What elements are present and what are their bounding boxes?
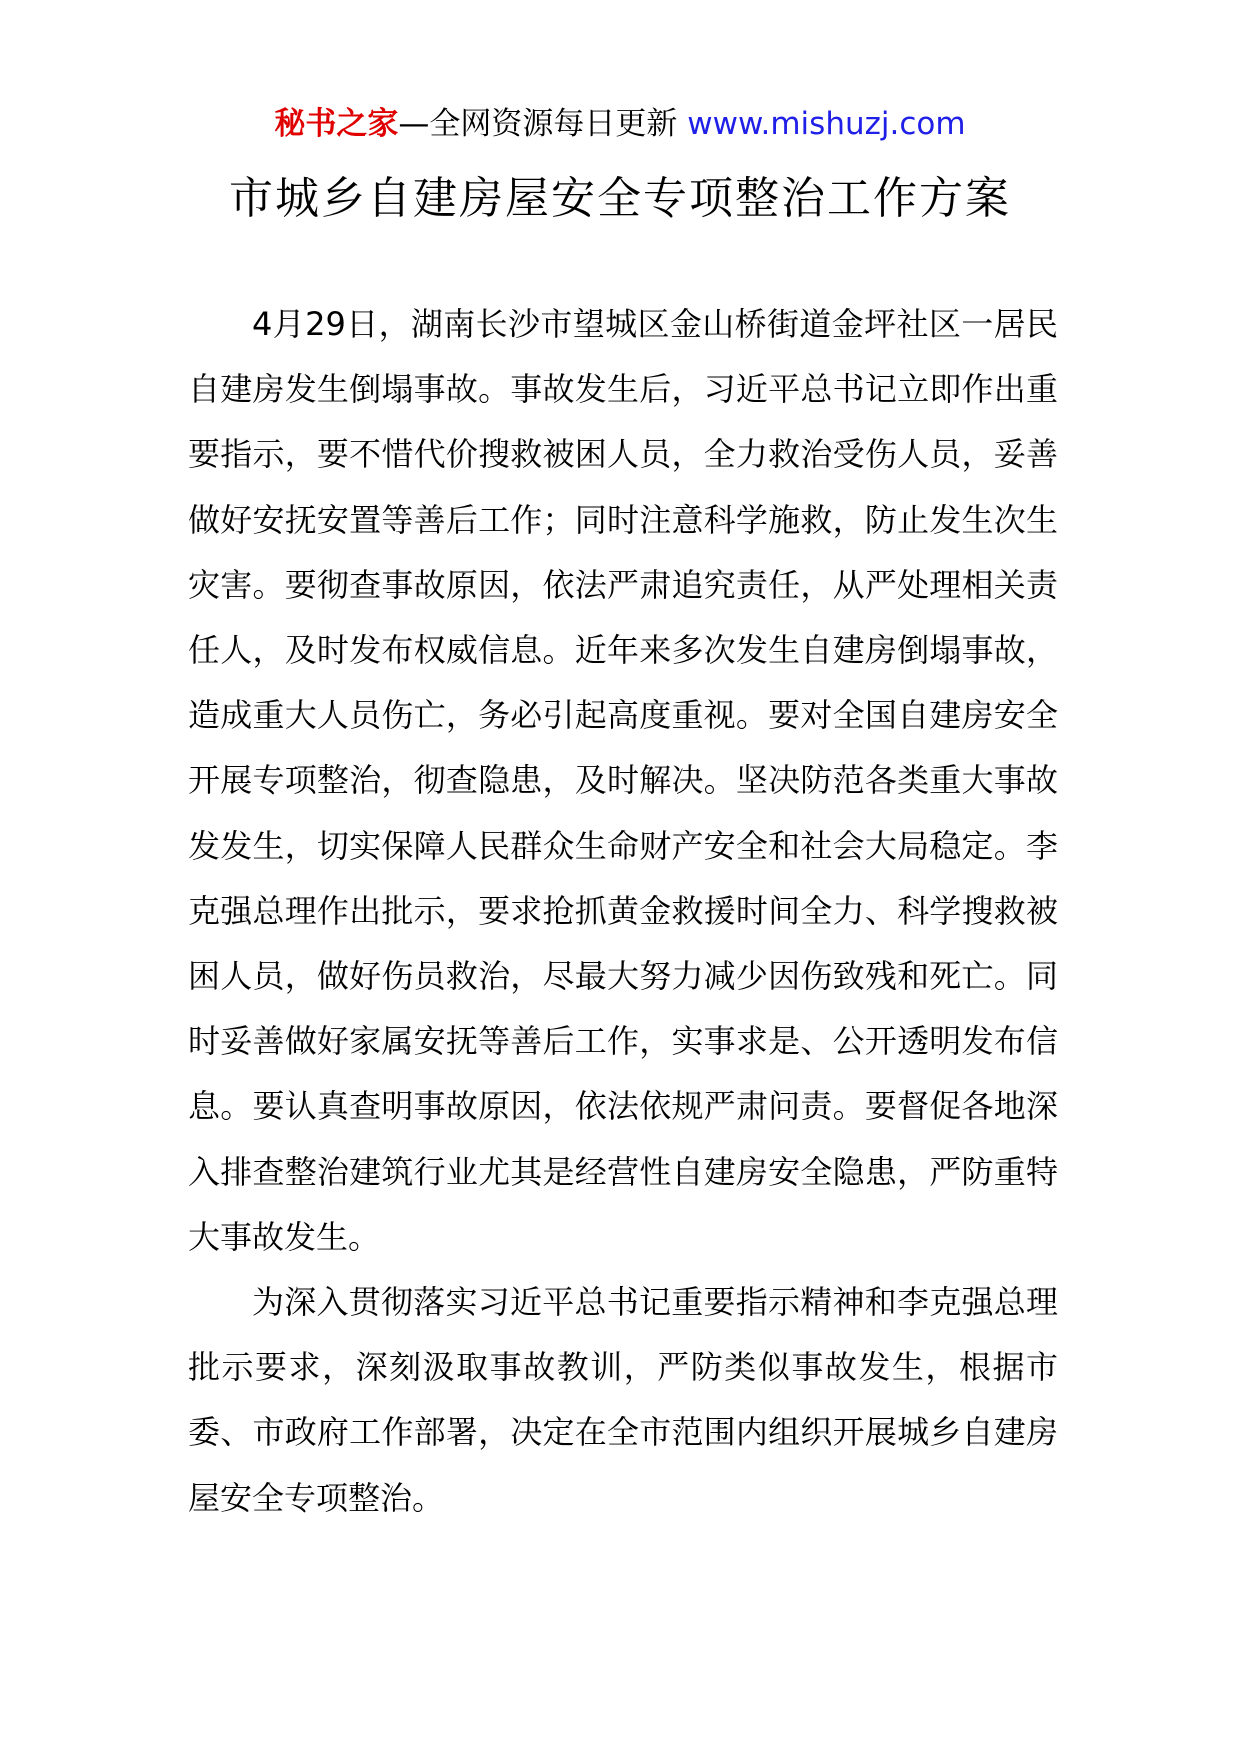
document-body — [188, 292, 1058, 1531]
site-header — [0, 100, 1240, 148]
paragraph: 4月29日，湖南长沙市望城区金山桥街道金坪社区一居民自建房发生倒塌事故。事故发生后，习近平总书记立即作出重要指示，要不惜代价搜救被困人员，全力救治受伤人员，妥善做好安抚安置等善后工作；同时注意科学施救，防止发生次生灾害。要彻查事故原因，依法严肃追究责任，从严处理相关责任人，及时发布权威信息。近年来多次发生自建房倒塌事故，造成重大人员伤亡，务必引起高度重视。要对全国自建房安全开展专项整治，彻查隐患，及时解决。坚决防范各类重大事故发发生，切实保障人民群众生命财产安全和社会大局稳定。李克强总理作出批示，要求抢抓黄金救援时间全力、科学搜救被困人员，做好伤员救治，尽最大努力减少因伤致残和死亡。同时妥善做好家属安抚等善后工作，实事求是、公开透明发布信息。要认真查明事故原因，依法依规严肃问责。要督促各地深入排查整治建筑行业尤其是经营性自建房安全隐患，严防重特大事故发生。 — [188, 305, 1058, 1256]
document-title: 市城乡自建房屋安全专项整治工作方案 — [229, 173, 1011, 224]
paragraph: 为深入贯彻落实习近平总书记重要指示精神和李克强总理批示要求，深刻汲取事故教训，严防类似事故发生，根据市委、市政府工作部署，决定在全市范围内组织开展城乡自建房屋安全专项整治。 — [188, 1283, 1058, 1517]
site-url-link[interactable]: www.mishuzj.com — [687, 106, 966, 142]
header-tagline: —全网资源每日更新 — [398, 106, 678, 142]
brand-name: 秘书之家 — [274, 106, 399, 142]
